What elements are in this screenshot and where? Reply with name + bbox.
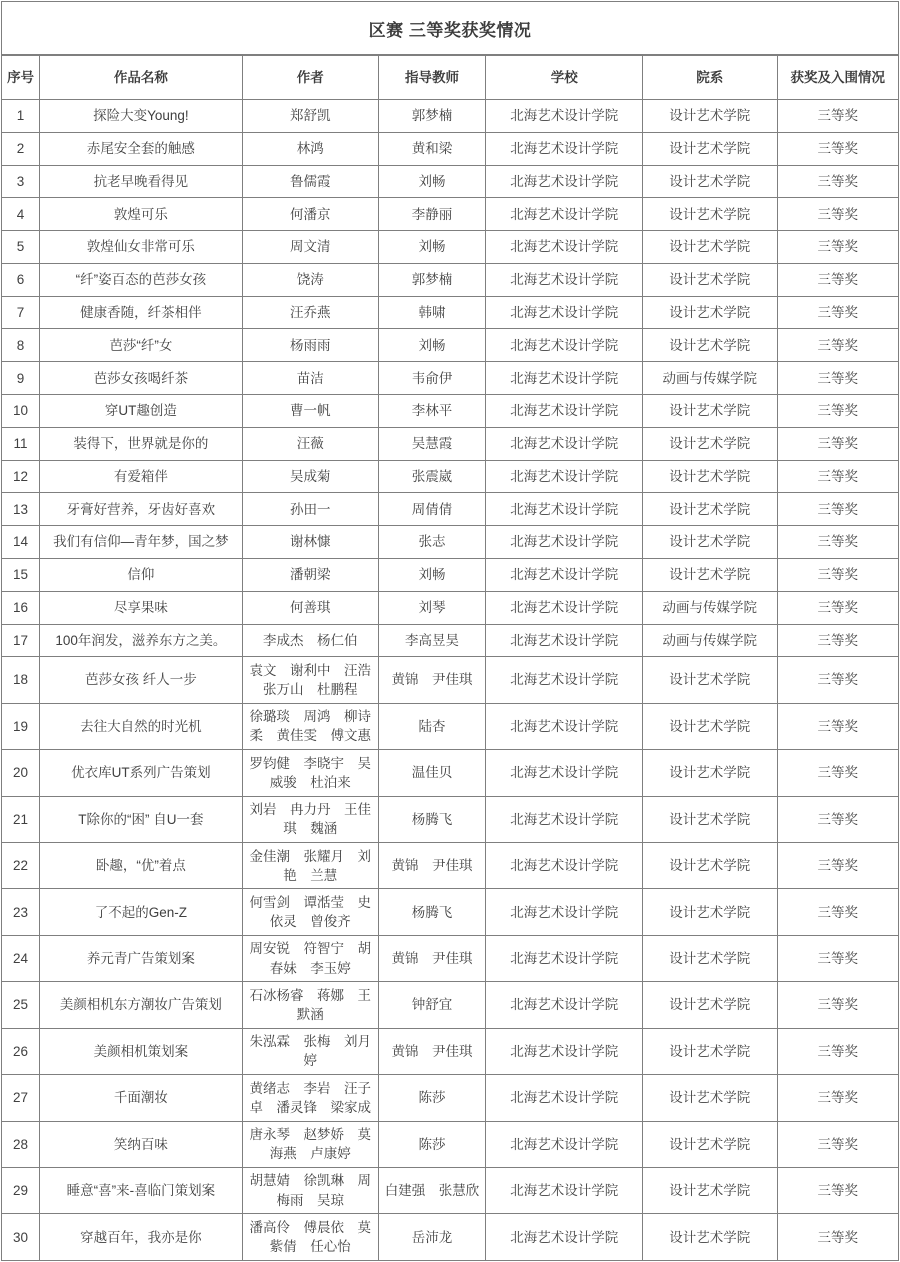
cell-award: 三等奖 [777,796,898,842]
table-row [2,842,898,888]
table-row [2,395,898,428]
cell-author: 郑舒凯 [242,100,378,133]
cell-work: 芭莎“纤”女 [40,329,242,362]
cell-teacher: 黄锦 尹佳琪 [378,1028,486,1074]
cell-school: 北海艺术设计学院 [486,889,643,935]
cell-school: 北海艺术设计学院 [486,132,643,165]
cell-author: 胡慧婧 徐凯琳 周梅雨 吴琼 [242,1167,378,1213]
cell-school: 北海艺术设计学院 [486,198,643,231]
cell-award: 三等奖 [777,842,898,888]
cell-teacher: 岳沛龙 [378,1214,486,1260]
cell-award: 三等奖 [777,296,898,329]
cell-award: 三等奖 [777,493,898,526]
cell-award: 三等奖 [777,263,898,296]
cell-award: 三等奖 [777,198,898,231]
cell-school: 北海艺术设计学院 [486,558,643,591]
cell-school: 北海艺术设计学院 [486,796,643,842]
cell-no: 22 [2,842,40,888]
cell-work: 信仰 [40,558,242,591]
cell-no: 21 [2,796,40,842]
cell-school: 北海艺术设计学院 [486,657,643,703]
cell-school: 北海艺术设计学院 [486,231,643,264]
cell-teacher: 黄锦 尹佳琪 [378,935,486,981]
table-row [2,1167,898,1213]
awards-table [2,55,898,1260]
cell-award: 三等奖 [777,395,898,428]
award-sheet [1,1,899,1261]
cell-school: 北海艺术设计学院 [486,526,643,559]
table-row [2,889,898,935]
cell-no: 7 [2,296,40,329]
cell-school: 北海艺术设计学院 [486,1028,643,1074]
cell-dept: 设计艺术学院 [643,1167,777,1213]
cell-dept: 设计艺术学院 [643,935,777,981]
cell-dept: 设计艺术学院 [643,703,777,749]
cell-author: 杨雨雨 [242,329,378,362]
cell-no: 4 [2,198,40,231]
cell-school: 北海艺术设计学院 [486,1214,643,1260]
cell-award: 三等奖 [777,889,898,935]
cell-work: 养元青广告策划案 [40,935,242,981]
cell-author: 石冰杨睿 蒋娜 王默涵 [242,982,378,1028]
cell-no: 26 [2,1028,40,1074]
cell-author: 苗洁 [242,362,378,395]
cell-school: 北海艺术设计学院 [486,591,643,624]
cell-teacher: 李静丽 [378,198,486,231]
cell-author: 孙田一 [242,493,378,526]
cell-dept: 设计艺术学院 [643,1028,777,1074]
column-header-teacher: 指导教师 [378,56,486,100]
column-header-work: 作品名称 [40,56,242,100]
cell-dept: 设计艺术学院 [643,132,777,165]
cell-school: 北海艺术设计学院 [486,1121,643,1167]
cell-school: 北海艺术设计学院 [486,296,643,329]
cell-award: 三等奖 [777,165,898,198]
column-header-school: 学校 [486,56,643,100]
cell-teacher: 刘畅 [378,558,486,591]
table-row [2,982,898,1028]
cell-teacher: 杨腾飞 [378,889,486,935]
table-row [2,165,898,198]
cell-award: 三等奖 [777,100,898,133]
cell-school: 北海艺术设计学院 [486,165,643,198]
cell-teacher: 吴慧霞 [378,427,486,460]
cell-no: 15 [2,558,40,591]
cell-author: 刘岩 冉力丹 王佳琪 魏涵 [242,796,378,842]
cell-author: 周文清 [242,231,378,264]
cell-no: 25 [2,982,40,1028]
cell-work: 敦煌可乐 [40,198,242,231]
cell-author: 黄绪志 李岩 汪子卓 潘灵锋 梁家成 [242,1075,378,1121]
cell-school: 北海艺术设计学院 [486,329,643,362]
table-row [2,703,898,749]
cell-no: 10 [2,395,40,428]
cell-no: 24 [2,935,40,981]
table-row [2,460,898,493]
cell-author: 唐永琴 赵梦娇 莫海燕 卢康婷 [242,1121,378,1167]
cell-teacher: 陆杏 [378,703,486,749]
cell-dept: 设计艺术学院 [643,263,777,296]
table-row [2,624,898,657]
cell-dept: 设计艺术学院 [643,1121,777,1167]
cell-teacher: 郭梦楠 [378,100,486,133]
cell-work: 敦煌仙女非常可乐 [40,231,242,264]
cell-author: 潘朝梁 [242,558,378,591]
cell-dept: 设计艺术学院 [643,460,777,493]
cell-no: 11 [2,427,40,460]
table-row [2,427,898,460]
cell-author: 何善琪 [242,591,378,624]
cell-award: 三等奖 [777,935,898,981]
cell-teacher: 杨腾飞 [378,796,486,842]
cell-teacher: 李高昱昊 [378,624,486,657]
cell-author: 鲁儒霞 [242,165,378,198]
table-row [2,132,898,165]
cell-teacher: 温佳贝 [378,750,486,796]
cell-teacher: 黄锦 尹佳琪 [378,842,486,888]
cell-school: 北海艺术设计学院 [486,624,643,657]
cell-teacher: 刘畅 [378,329,486,362]
column-header-no: 序号 [2,56,40,100]
cell-author: 周安锐 符智宁 胡春妹 李玉婷 [242,935,378,981]
cell-award: 三等奖 [777,460,898,493]
cell-no: 16 [2,591,40,624]
table-row [2,362,898,395]
cell-no: 19 [2,703,40,749]
table-row [2,935,898,981]
cell-dept: 动画与传媒学院 [643,362,777,395]
cell-teacher: 陈莎 [378,1075,486,1121]
cell-teacher: 黄和梁 [378,132,486,165]
cell-award: 三等奖 [777,624,898,657]
table-row [2,1214,898,1260]
table-body [2,100,898,1261]
cell-author: 何雪剑 谭湉莹 史依灵 曾俊齐 [242,889,378,935]
cell-no: 6 [2,263,40,296]
cell-work: “纤”姿百态的芭莎女孩 [40,263,242,296]
cell-no: 28 [2,1121,40,1167]
cell-work: 尽享果味 [40,591,242,624]
cell-school: 北海艺术设计学院 [486,493,643,526]
table-row [2,558,898,591]
cell-no: 3 [2,165,40,198]
column-header-author: 作者 [242,56,378,100]
cell-teacher: 刘畅 [378,231,486,264]
cell-work: 赤尾安全套的触感 [40,132,242,165]
cell-award: 三等奖 [777,1075,898,1121]
cell-school: 北海艺术设计学院 [486,460,643,493]
cell-school: 北海艺术设计学院 [486,703,643,749]
cell-award: 三等奖 [777,1167,898,1213]
cell-no: 27 [2,1075,40,1121]
cell-work: 健康香随，纤茶相伴 [40,296,242,329]
cell-no: 12 [2,460,40,493]
table-row [2,657,898,703]
cell-work: 美颜相机策划案 [40,1028,242,1074]
cell-school: 北海艺术设计学院 [486,362,643,395]
cell-school: 北海艺术设计学院 [486,263,643,296]
cell-teacher: 张志 [378,526,486,559]
cell-no: 30 [2,1214,40,1260]
cell-school: 北海艺术设计学院 [486,842,643,888]
cell-author: 汪薇 [242,427,378,460]
cell-dept: 设计艺术学院 [643,842,777,888]
cell-work: 有爱箱伴 [40,460,242,493]
cell-teacher: 刘琴 [378,591,486,624]
cell-author: 林鸿 [242,132,378,165]
cell-work: 100年润发，滋养东方之美。 [40,624,242,657]
table-row [2,526,898,559]
cell-author: 汪乔燕 [242,296,378,329]
cell-no: 18 [2,657,40,703]
cell-no: 20 [2,750,40,796]
table-row [2,100,898,133]
cell-dept: 设计艺术学院 [643,165,777,198]
cell-no: 23 [2,889,40,935]
cell-work: 美颜相机东方潮妆广告策划 [40,982,242,1028]
cell-school: 北海艺术设计学院 [486,100,643,133]
cell-school: 北海艺术设计学院 [486,427,643,460]
cell-no: 17 [2,624,40,657]
cell-award: 三等奖 [777,703,898,749]
cell-teacher: 周倩倩 [378,493,486,526]
cell-work: 芭莎女孩喝纤茶 [40,362,242,395]
cell-work: 芭莎女孩 纤人一步 [40,657,242,703]
table-row [2,231,898,264]
cell-dept: 设计艺术学院 [643,100,777,133]
table-row [2,296,898,329]
table-row [2,1121,898,1167]
cell-work: 穿UT趣创造 [40,395,242,428]
cell-dept: 设计艺术学院 [643,750,777,796]
cell-work: 我们有信仰—青年梦，国之梦 [40,526,242,559]
cell-dept: 动画与传媒学院 [643,624,777,657]
cell-award: 三等奖 [777,427,898,460]
cell-work: 睡意“喜”来-喜临门策划案 [40,1167,242,1213]
cell-school: 北海艺术设计学院 [486,1167,643,1213]
cell-dept: 设计艺术学院 [643,329,777,362]
cell-award: 三等奖 [777,1028,898,1074]
cell-award: 三等奖 [777,1214,898,1260]
cell-author: 曹一帆 [242,395,378,428]
cell-author: 袁文 谢利中 汪浩 张万山 杜鹏程 [242,657,378,703]
cell-author: 朱泓霖 张梅 刘月婷 [242,1028,378,1074]
cell-award: 三等奖 [777,132,898,165]
column-header-dept: 院系 [643,56,777,100]
cell-teacher: 刘畅 [378,165,486,198]
cell-work: T除你的“困” 自U一套 [40,796,242,842]
cell-award: 三等奖 [777,1121,898,1167]
cell-author: 李成杰 杨仁伯 [242,624,378,657]
cell-teacher: 张震崴 [378,460,486,493]
cell-work: 牙膏好营养，牙齿好喜欢 [40,493,242,526]
cell-dept: 设计艺术学院 [643,427,777,460]
cell-teacher: 李林平 [378,395,486,428]
cell-school: 北海艺术设计学院 [486,395,643,428]
cell-dept: 设计艺术学院 [643,231,777,264]
cell-no: 5 [2,231,40,264]
table-row [2,329,898,362]
cell-school: 北海艺术设计学院 [486,935,643,981]
cell-work: 优衣库UT系列广告策划 [40,750,242,796]
cell-award: 三等奖 [777,329,898,362]
cell-no: 14 [2,526,40,559]
cell-award: 三等奖 [777,657,898,703]
column-header-award: 获奖及入围情况 [777,56,898,100]
cell-author: 何潘京 [242,198,378,231]
table-row [2,591,898,624]
table-row [2,263,898,296]
cell-work: 穿越百年，我亦是你 [40,1214,242,1260]
cell-work: 探险大变Young! [40,100,242,133]
cell-teacher: 白建强 张慧欣 [378,1167,486,1213]
cell-award: 三等奖 [777,558,898,591]
table-row [2,198,898,231]
cell-no: 29 [2,1167,40,1213]
cell-no: 1 [2,100,40,133]
cell-dept: 设计艺术学院 [643,889,777,935]
cell-teacher: 黄锦 尹佳琪 [378,657,486,703]
cell-award: 三等奖 [777,750,898,796]
cell-dept: 设计艺术学院 [643,395,777,428]
cell-author: 饶涛 [242,263,378,296]
cell-dept: 设计艺术学院 [643,1075,777,1121]
cell-author: 罗钧健 李晓宇 吴威骏 杜泊来 [242,750,378,796]
cell-work: 千面潮妆 [40,1075,242,1121]
cell-no: 8 [2,329,40,362]
cell-award: 三等奖 [777,362,898,395]
cell-school: 北海艺术设计学院 [486,750,643,796]
cell-teacher: 钟舒宜 [378,982,486,1028]
cell-award: 三等奖 [777,591,898,624]
cell-dept: 设计艺术学院 [643,198,777,231]
table-header-row [2,56,898,100]
table-row [2,1028,898,1074]
cell-no: 13 [2,493,40,526]
cell-school: 北海艺术设计学院 [486,982,643,1028]
cell-award: 三等奖 [777,526,898,559]
cell-work: 抗老早晚看得见 [40,165,242,198]
table-row [2,1075,898,1121]
cell-dept: 设计艺术学院 [643,493,777,526]
cell-dept: 设计艺术学院 [643,296,777,329]
cell-dept: 设计艺术学院 [643,982,777,1028]
table-row [2,796,898,842]
cell-dept: 动画与传媒学院 [643,591,777,624]
cell-dept: 设计艺术学院 [643,526,777,559]
page-title: 区赛 三等奖获奖情况 [2,2,898,55]
cell-teacher: 韩啸 [378,296,486,329]
cell-work: 笑纳百味 [40,1121,242,1167]
cell-dept: 设计艺术学院 [643,1214,777,1260]
table-row [2,750,898,796]
cell-dept: 设计艺术学院 [643,558,777,591]
cell-author: 潘高伶 傅晨依 莫紫倩 任心怡 [242,1214,378,1260]
cell-author: 吴成菊 [242,460,378,493]
cell-teacher: 韦俞伊 [378,362,486,395]
cell-work: 了不起的Gen-Z [40,889,242,935]
cell-no: 9 [2,362,40,395]
cell-work: 装得下，世界就是你的 [40,427,242,460]
cell-dept: 设计艺术学院 [643,657,777,703]
cell-award: 三等奖 [777,231,898,264]
cell-teacher: 陈莎 [378,1121,486,1167]
cell-author: 金佳潮 张耀月 刘艳 兰慧 [242,842,378,888]
cell-work: 卧趣，“优”着点 [40,842,242,888]
cell-dept: 设计艺术学院 [643,796,777,842]
cell-teacher: 郭梦楠 [378,263,486,296]
cell-school: 北海艺术设计学院 [486,1075,643,1121]
cell-no: 2 [2,132,40,165]
cell-award: 三等奖 [777,982,898,1028]
cell-author: 谢林慷 [242,526,378,559]
table-row [2,493,898,526]
cell-author: 徐璐琰 周鸿 柳诗柔 黄佳雯 傅文惠 [242,703,378,749]
cell-work: 去往大自然的时光机 [40,703,242,749]
